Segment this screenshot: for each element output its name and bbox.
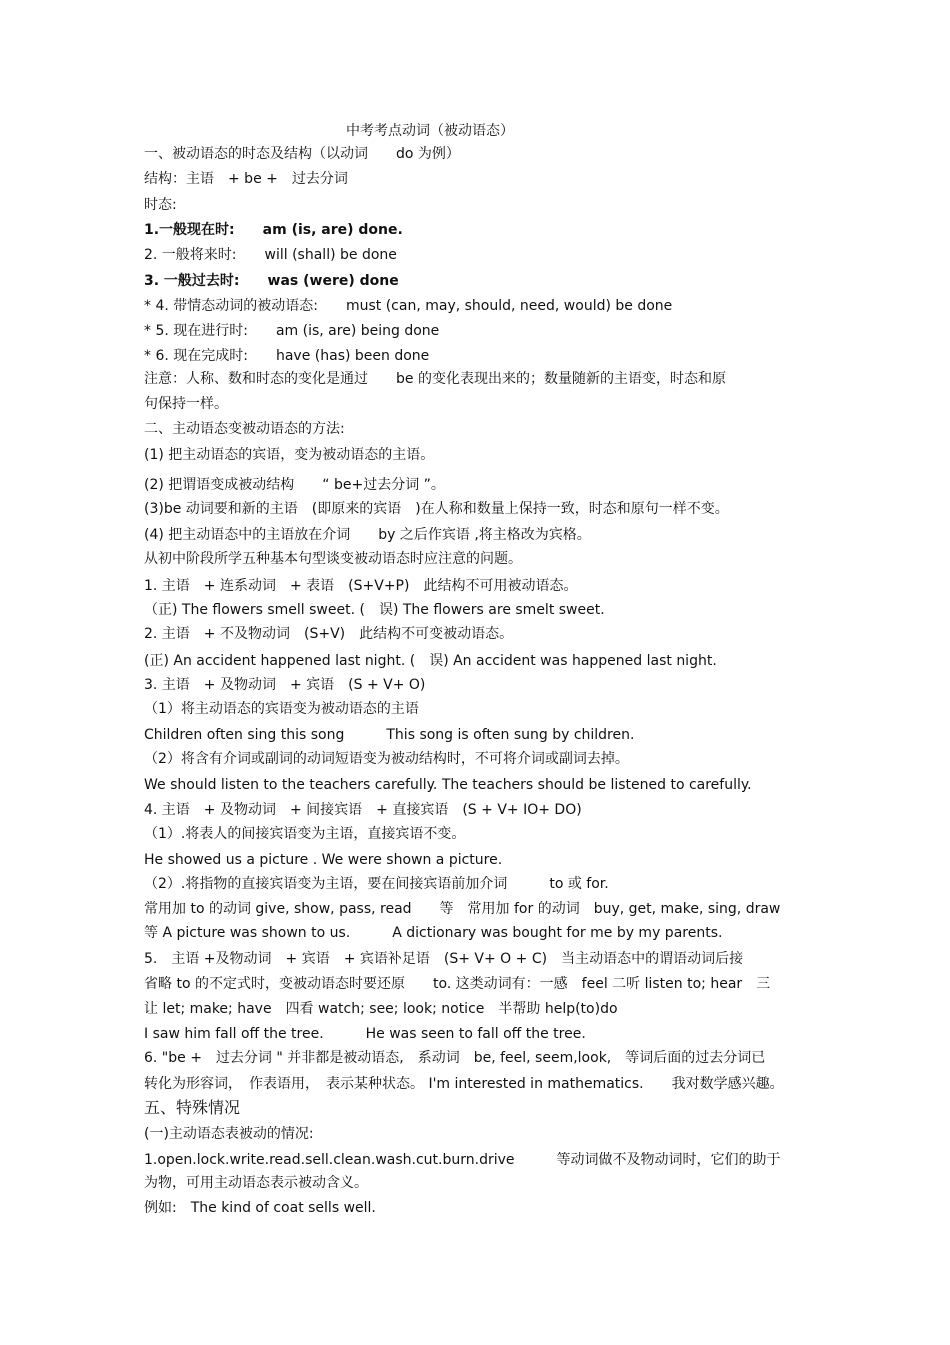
doc-line: （2）.将指物的直接宾语变为主语，要在间接宾语前加介词 to 或 for. (144, 876, 609, 892)
doc-line: 1. 主语 + 连系动词 + 表语 (S+V+P) 此结构不可用被动语态。 (144, 578, 578, 594)
doc-line: He showed us a picture . We were shown a picture. (144, 852, 503, 868)
doc-line: 时态: (144, 197, 177, 213)
doc-line: 2. 一般将来时: will (shall) be done (144, 247, 397, 263)
section-heading: 五、特殊情况 (144, 1098, 241, 1117)
doc-line: 4. 主语 + 及物动词 + 间接宾语 + 直接宾语 (S + V+ IO+ DO) (144, 802, 582, 818)
doc-line: We should listen to the teachers carefully. The teachers should be listened to carefully. (144, 777, 752, 793)
doc-line: （正) The flowers smell sweet. ( 误) The flowers are smelt sweet. (144, 602, 605, 618)
doc-line: 注意：人称、数和时态的变化是通过 be 的变化表现出来的；数量随新的主语变，时态和原 (144, 371, 726, 387)
doc-line: * 5. 现在进行时: am (is, are) being done (144, 323, 440, 339)
doc-line: * 4. 带情态动词的被动语态: must (can, may, should, need, would) be done (144, 298, 673, 314)
doc-line: 6. "be + 过去分词 " 并非都是被动语态, 系动词 be, feel, seem,look, 等词后面的过去分词已 (144, 1050, 766, 1066)
doc-line: 结构：主语 + be + 过去分词 (144, 171, 348, 187)
doc-line: （2）将含有介词或副词的动词短语变为被动结构时，不可将介词或副词去掉。 (144, 751, 629, 767)
doc-line: I saw him fall off the tree. He was seen to fall off the tree. (144, 1026, 586, 1042)
doc-line: 3. 一般过去时: was (were) done (144, 273, 399, 289)
doc-line: (3)be 动词要和新的主语 (即原来的宾语 )在人称和数量上保持一致，时态和原句一样不变。 (144, 501, 729, 517)
doc-line: 二、主动语态变被动语态的方法: (144, 421, 345, 437)
doc-line: 2. 主语 + 不及物动词 (S+V) 此结构不可变被动语态。 (144, 626, 514, 642)
doc-line: 5. 主语 +及物动词 + 宾语 + 宾语补足语 (S+ V+ O + C) 当主动语态中的谓语动词后接 (144, 951, 744, 967)
doc-line: (正) An accident happened last night. ( 误) An accident was happened last night. (144, 653, 717, 669)
doc-line: 从初中阶段所学五种基本句型谈变被动语态时应注意的问题。 (144, 551, 522, 567)
doc-line: 为物，可用主动语态表示被动含义。 (144, 1175, 368, 1191)
doc-line: * 6. 现在完成时: have (has) been done (144, 348, 430, 364)
doc-line: (2) 把谓语变成被动结构 “ be+过去分词 ”。 (144, 477, 445, 493)
doc-line: 3. 主语 + 及物动词 + 宾语 (S + V+ O) (144, 677, 426, 693)
doc-line: 常用加 to 的动词 give, show, pass, read 等 常用加 for 的动词 buy, get, make, sing, draw (144, 901, 781, 917)
doc-line: 例如: The kind of coat sells well. (144, 1200, 376, 1216)
doc-line: 句保持一样。 (144, 396, 228, 412)
doc-line: (一)主动语态表被动的情况: (144, 1126, 314, 1142)
doc-line: 等 A picture was shown to us. A dictionary was bought for me by my parents. (144, 925, 723, 941)
doc-line: (4) 把主动语态中的主语放在介词 by 之后作宾语 ,将主格改为宾格。 (144, 527, 591, 543)
doc-line: 省略 to 的不定式时，变被动语态时要还原 to. 这类动词有：一感 feel 二听 listen to; hear 三 (144, 976, 771, 992)
doc-line: 1.一般现在时: am (is, are) done. (144, 222, 403, 238)
doc-line: 一、被动语态的时态及结构（以动词 do 为例） (144, 146, 460, 162)
doc-line: （1）将主动语态的宾语变为被动语态的主语 (144, 701, 419, 717)
doc-line: 转化为形容词， 作表语用， 表示某种状态。 I'm interested in mathematics. 我对数学感兴趣。 (144, 1076, 784, 1092)
doc-line: 1.open.lock.write.read.sell.clean.wash.cut.burn.drive 等动词做不及物动词时，它们的助于 (144, 1152, 781, 1168)
doc-line: （1）.将表人的间接宾语变为主语，直接宾语不变。 (144, 826, 466, 842)
doc-line: 让 let; make; have 四看 watch; see; look; notice 半帮助 help(to)do (144, 1001, 618, 1017)
doc-line: (1) 把主动语态的宾语，变为被动语态的主语。 (144, 447, 435, 463)
doc-line: Children often sing this song This song is often sung by children. (144, 727, 635, 743)
doc-title: 中考考点动词（被动语态） (346, 123, 514, 139)
